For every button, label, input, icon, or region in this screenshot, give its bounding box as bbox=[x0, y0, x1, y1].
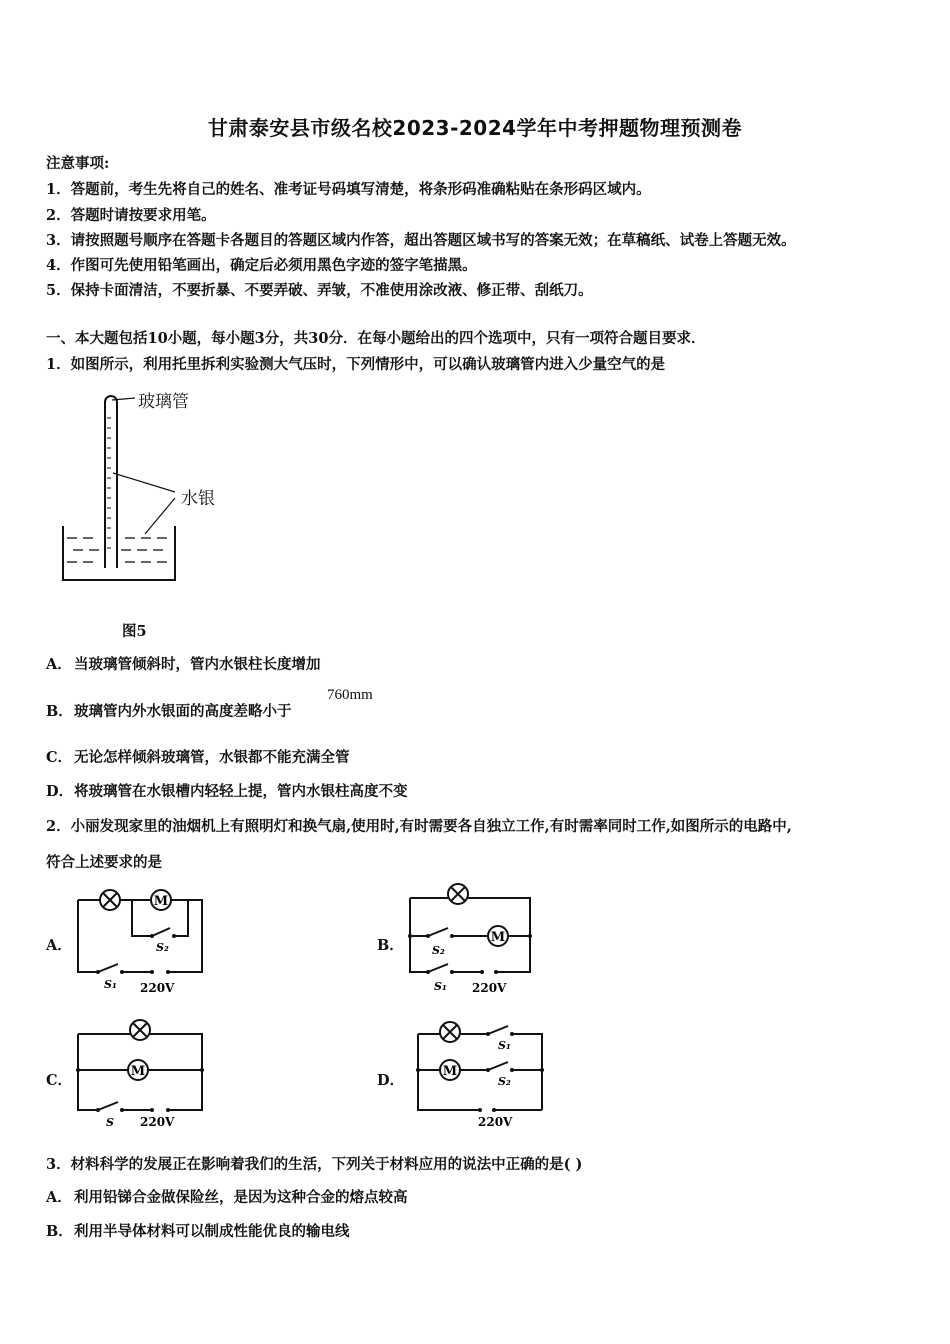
q2-option-b-letter: B． bbox=[377, 937, 404, 954]
option-letter: B． bbox=[46, 703, 73, 720]
notes-heading: 注意事项: bbox=[46, 155, 110, 172]
option-letter: C． bbox=[46, 749, 73, 766]
option-text: 无论怎样倾斜玻璃管，水银都不能充满全管 bbox=[74, 749, 350, 766]
option-text: 将玻璃管在水银槽内轻轻上提，管内水银柱高度不变 bbox=[74, 783, 408, 800]
motor-symbol: M bbox=[130, 1064, 146, 1079]
figure-caption: 图5 bbox=[122, 623, 147, 640]
motor-symbol: M bbox=[442, 1064, 458, 1079]
section-one-heading: 一、本大题包括10小题，每小题3分，共30分．在每小题给出的四个选项中，只有一项符合题目要求． bbox=[46, 330, 706, 347]
circuit-c bbox=[70, 1016, 210, 1132]
note-item-5: 5．保持卡面清洁，不要折暴、不要弄破、弄皱，不准使用涂改液、修正带、刮纸刀。 bbox=[46, 282, 593, 299]
switch-label: S₂ bbox=[156, 941, 169, 954]
switch-label: S₁ bbox=[104, 978, 117, 991]
circuit-a bbox=[70, 884, 210, 996]
q1-option-b bbox=[46, 700, 292, 721]
switch-label: S₂ bbox=[432, 944, 445, 957]
motor-symbol: M bbox=[490, 930, 506, 945]
q3-option-a bbox=[46, 1186, 408, 1207]
option-text: 利用铅锑合金做保险丝，是因为这种合金的熔点较高 bbox=[74, 1189, 408, 1206]
switch-label: S bbox=[106, 1116, 114, 1129]
q1-option-c bbox=[46, 746, 350, 767]
circuit-d bbox=[410, 1018, 550, 1132]
q1-stem: 1．如图所示，利用托里拆利实验测大气压时，下列情形中，可以确认玻璃管内进入少量空气的是 bbox=[46, 356, 666, 373]
voltage-label: 220V bbox=[472, 981, 507, 995]
option-text: 当玻璃管倾斜时，管内水银柱长度增加 bbox=[74, 656, 321, 673]
option-letter: B． bbox=[46, 1223, 73, 1240]
option-text: 利用半导体材料可以制成性能优良的输电线 bbox=[74, 1223, 350, 1240]
circuit-b bbox=[402, 880, 542, 998]
voltage-label: 220V bbox=[478, 1115, 513, 1129]
mercury-label: 水银 bbox=[181, 489, 215, 509]
note-item-1: 1．答题前，考生先将自己的姓名、准考证号码填写清楚，将条形码准确粘贴在条形码区域内。 bbox=[46, 181, 651, 198]
q3-stem: 3．材料科学的发展正在影响着我们的生活，下列关于材料应用的说法中正确的是( ) bbox=[46, 1156, 583, 1173]
switch-label: S₁ bbox=[498, 1039, 511, 1052]
note-item-4: 4．作图可先使用铅笔画出，确定后必须用黑色字迹的签字笔描黑。 bbox=[46, 257, 477, 274]
q2-option-a-letter: A． bbox=[46, 937, 72, 954]
torricelli-figure bbox=[55, 388, 255, 588]
q1-option-a bbox=[46, 653, 321, 674]
q1-option-d bbox=[46, 780, 408, 801]
q2-stem-line2: 符合上述要求的是 bbox=[46, 854, 162, 871]
q2-option-c-letter: C． bbox=[46, 1072, 73, 1089]
q1-option-b-value: 760mm bbox=[327, 687, 373, 703]
note-item-3: 3．请按照题号顺序在答题卡各题目的答题区域内作答，超出答题区域书写的答案无效；在草稿纸、试卷上答题无效。 bbox=[46, 232, 796, 249]
switch-label: S₂ bbox=[498, 1075, 511, 1088]
option-text: 玻璃管内外水银面的高度差略小于 bbox=[74, 703, 292, 720]
switch-label: S₁ bbox=[434, 980, 447, 993]
option-letter: A． bbox=[46, 656, 72, 673]
note-item-2: 2．答题时请按要求用笔。 bbox=[46, 207, 216, 224]
page-title: 甘肃泰安县市级名校2023-2024学年中考押题物理预测卷 bbox=[207, 116, 743, 140]
q2-option-d-letter: D． bbox=[377, 1072, 405, 1089]
option-letter: A． bbox=[46, 1189, 72, 1206]
q2-stem-line1: 2．小丽发现家里的油烟机上有照明灯和换气扇,使用时,有时需要各自独立工作,有时需率同时工作,如图所示的电路中, bbox=[46, 818, 792, 835]
option-letter: D． bbox=[46, 783, 74, 800]
motor-symbol: M bbox=[153, 894, 169, 909]
tube-label: 玻璃管 bbox=[138, 392, 189, 412]
voltage-label: 220V bbox=[140, 1115, 175, 1129]
voltage-label: 220V bbox=[140, 981, 175, 995]
q3-option-b bbox=[46, 1220, 350, 1241]
